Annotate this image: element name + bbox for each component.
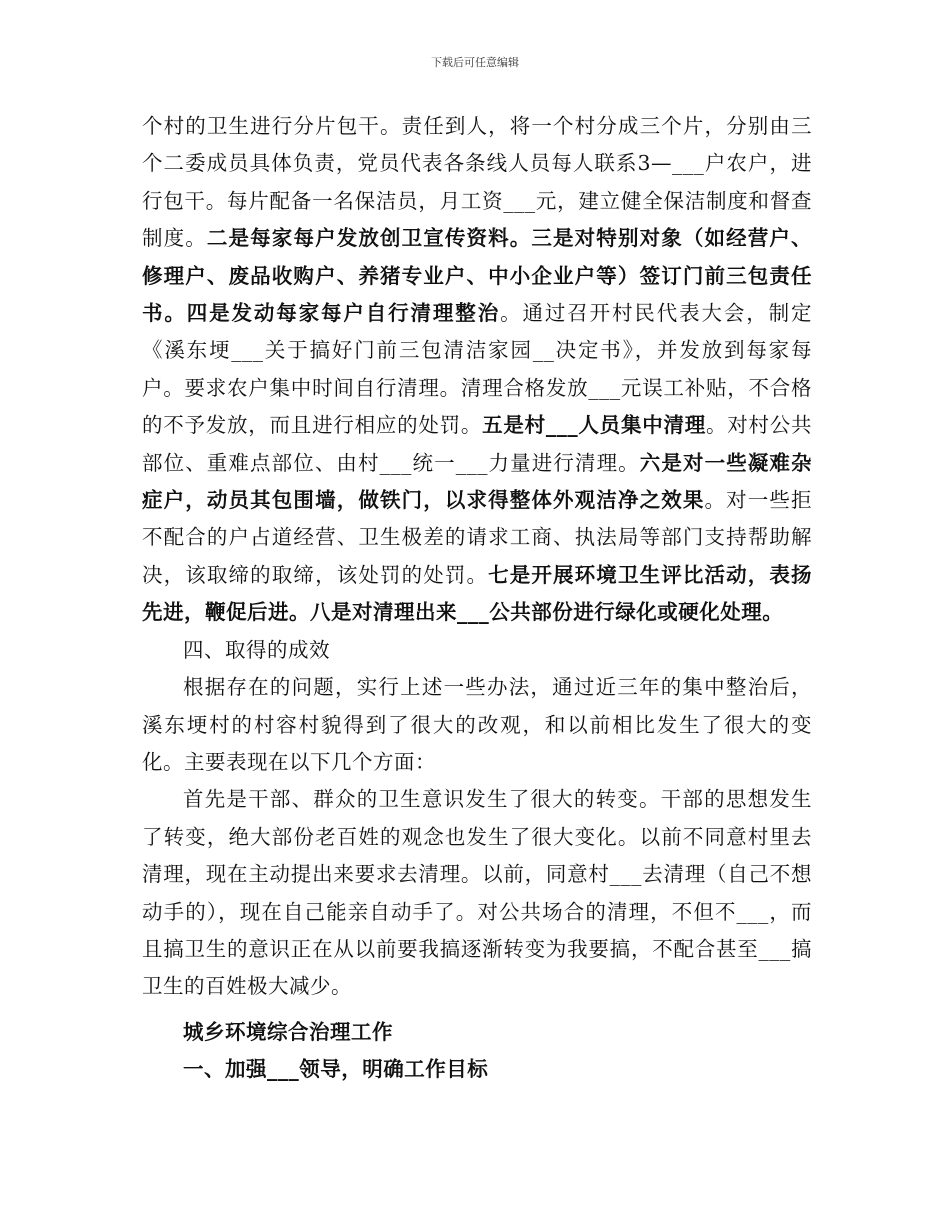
text-run: 个村的卫生进行分片包干。责任到人，将一个村分成三个片，分别由三个二委成员具体负责，党员代表各条线人员每人联系3—___户农户，进行包干。每片配备一名保洁员，月工资___元，建立健全保洁制度和督查制度。	[142, 114, 812, 251]
bold-text-run: 六是对一些凝难杂症户，动员其包围墙，做铁门，以求得整体外观洁净之效果	[142, 450, 813, 513]
paragraph-results-first: 首先是干部、群众的卫生意识发生了很大的转变。干部的思想发生了转变，绝大部份老百姓的观念也发生了很大变化。以前不同意村里去清理，现在主动提出来要求去清理。以前，同意村___去清理（自己不想动手的），现在自己能亲自动手了。对公共场合的清理，不但不___，而且搞卫生的意识正在从以前要我搞逐渐转变为我要搞，不配合甚至___搞卫生的百姓极大减少。	[142, 787, 812, 999]
bold-text-run: 五是村___人员集中清理	[482, 413, 706, 438]
document-title: 城乡环境综合治理工作	[183, 1019, 393, 1044]
section-heading: 四、取得的成效	[183, 637, 330, 662]
subsection-heading: 一、加强___领导，明确工作目标	[183, 1057, 489, 1082]
document-body	[142, 108, 812, 1089]
spacer	[142, 1006, 812, 1014]
bold-text-run: 二是每家每户发放创卫宣传资料。三是对特别对象（如经营户、修理户、废品收购户、养猪专业户、中小企业户等）签订门前三包责任书。四是发动每家每户自行清理整治	[142, 226, 813, 326]
paragraph-measures	[142, 108, 812, 632]
page-header: 下载后可任意编辑	[431, 56, 519, 69]
text-run: 。对村公共部位、重难点部位、由村___统一___力量进行清理。	[142, 413, 813, 475]
paragraph-results-intro: 根据存在的问题，实行上述一些办法，通过近三年的集中整治后，溪东埂村的村容村貌得到了很大的改观，和以前相比发生了很大的变化。主要表现在以下几个方面：	[142, 675, 812, 774]
text-run: 。对一些拒不配合的户占道经营、卫生极差的请求工商、执法局等部门支持帮助解决，该取缔的取缔，该处罚的处罚。	[142, 488, 813, 587]
text-run: 。通过召开村民代表大会，制定《溪东埂___关于搞好门前三包清洁家园__决定书》，并发放到每家每户。要求农户集中时间自行清理。清理合格发放___元误工补贴，不合格的不予发放，而且进行相应的处罚。	[142, 301, 813, 438]
bold-text-run: 七是开展环境卫生评比活动，表扬先进，鞭促后进。八是对清理出来___公共部份进行绿化或硬化处理。	[142, 562, 813, 625]
